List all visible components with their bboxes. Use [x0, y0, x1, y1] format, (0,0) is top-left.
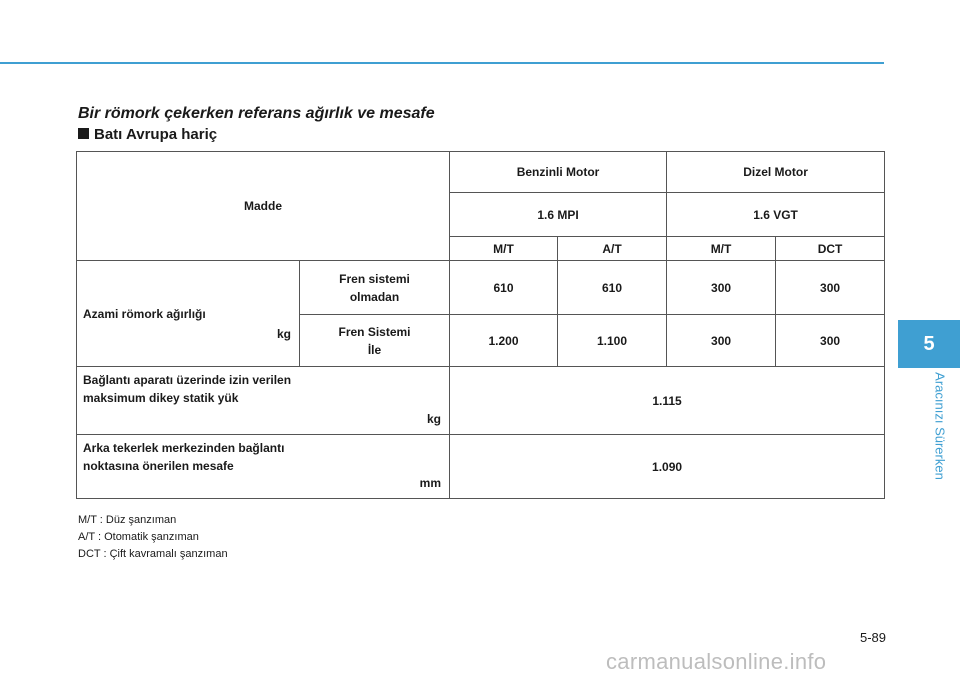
top-rule	[0, 62, 884, 64]
distance-value: 1.090	[450, 435, 885, 499]
subtitle	[78, 126, 217, 143]
footnotes	[78, 512, 228, 563]
footnote: DCT : Çift kavramalı şanzıman	[78, 548, 228, 560]
engine-header-diesel: Dizel Motor	[667, 152, 885, 193]
watermark: carmanualsonline.info	[606, 649, 827, 674]
vertical-load-unit: kg	[427, 412, 442, 426]
brake-with-line1: Fren Sistemi	[338, 324, 411, 339]
towing-spec-table	[76, 151, 885, 499]
header-row-engines	[77, 152, 885, 193]
vertical-load-line1: Bağlantı aparatı üzerinde izin verilen	[83, 373, 292, 387]
distance-label-cell	[77, 435, 450, 499]
transmission-header: M/T	[450, 237, 558, 261]
brake-without-line1: Fren sistemi	[339, 271, 410, 286]
brake-without-cell	[300, 261, 450, 315]
section-title: Bir römork çekerken referans ağırlık ve mesafe	[78, 105, 435, 122]
distance-line1: Arka tekerlek merkezinden bağlantı	[83, 441, 285, 455]
transmission-header: A/T	[558, 237, 667, 261]
square-bullet-icon	[78, 128, 89, 139]
item-header: Madde	[77, 152, 450, 261]
value-cell: 1.100	[558, 315, 667, 367]
max-trailer-label-cell	[77, 261, 300, 367]
max-trailer-unit: kg	[276, 327, 291, 341]
subtitle-text: Batı Avrupa hariç	[94, 126, 218, 143]
vertical-load-label-cell	[77, 367, 450, 435]
value-cell: 300	[776, 315, 885, 367]
chapter-tab: 5	[898, 320, 960, 368]
variant-header-vgt: 1.6 VGT	[667, 193, 885, 237]
brake-without-line2: olmadan	[349, 289, 400, 304]
engine-header-petrol: Benzinli Motor	[450, 152, 667, 193]
chapter-label: Aracınızı Sürerken	[932, 372, 948, 480]
transmission-header: M/T	[667, 237, 776, 261]
max-trailer-label: Azami römork ağırlığı	[83, 306, 206, 321]
distance-unit: mm	[419, 476, 442, 490]
value-cell: 610	[450, 261, 558, 315]
value-cell: 300	[667, 315, 776, 367]
value-cell: 1.200	[450, 315, 558, 367]
distance-line2: noktasına önerilen mesafe	[83, 459, 234, 473]
transmission-header: DCT	[776, 237, 885, 261]
table-row	[77, 261, 885, 315]
value-cell: 610	[558, 261, 667, 315]
footnote: M/T : Düz şanzıman	[78, 514, 177, 526]
vertical-load-value: 1.115	[450, 367, 885, 435]
value-cell: 300	[776, 261, 885, 315]
footnote: A/T : Otomatik şanzıman	[78, 531, 199, 543]
page-number: 5-89	[859, 630, 886, 645]
variant-header-mpi: 1.6 MPI	[450, 193, 667, 237]
value-cell: 300	[667, 261, 776, 315]
vertical-load-line2: maksimum dikey statik yük	[83, 391, 239, 405]
brake-with-cell	[300, 315, 450, 367]
table-row	[77, 367, 885, 435]
table-row	[77, 435, 885, 499]
brake-with-line2: İle	[367, 342, 382, 357]
